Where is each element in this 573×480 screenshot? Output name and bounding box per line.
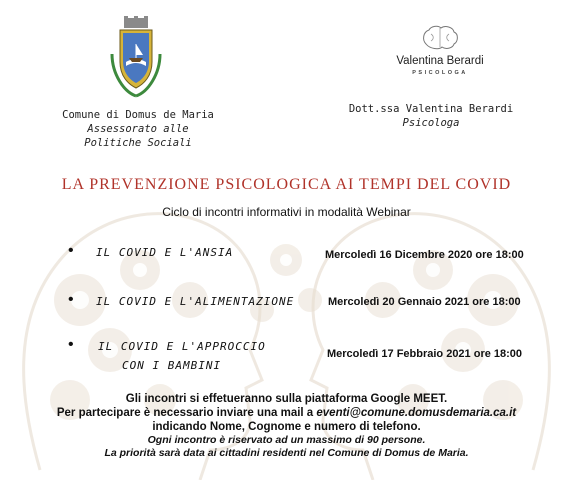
- psychologist-name: Dott.ssa Valentina Berardi: [348, 103, 514, 115]
- psychologist-credit: [336, 102, 526, 130]
- comune-name: Comune di Domus de Maria: [62, 109, 214, 121]
- registration-details: indicando Nome, Cognome e numero di telefono.: [152, 421, 421, 433]
- page-subtitle: Ciclo di incontri informativi in modalità Webinar: [162, 205, 411, 219]
- logo-name: Valentina Berardi: [396, 55, 484, 67]
- logo-subtitle: PSICOLOGA: [412, 70, 468, 76]
- platform-note: Gli incontri si effetueranno sulla piattaforma Google MEET.: [125, 393, 448, 405]
- registration-prefix: Per partecipare è necessario inviare una mail a: [56, 407, 317, 419]
- registration-email-link[interactable]: eventi@comune.domusdemaria.ca.it: [316, 407, 517, 419]
- event-topic: IL COVID E L'APPROCCIO: [98, 340, 266, 353]
- event-bullet: •: [68, 291, 74, 308]
- registration-note: [0, 406, 573, 420]
- psychologist-role: Psicologa: [402, 117, 460, 129]
- psychologist-logo: [386, 24, 494, 84]
- politiche-sociali-label: Politiche Sociali: [84, 137, 192, 149]
- event-bullet: •: [68, 336, 74, 353]
- event-bullet: •: [68, 242, 74, 259]
- event-topic: IL COVID E L'ANSIA: [96, 246, 234, 259]
- capacity-note: Ogni incontro è riservato ad un massimo di 90 persone.: [147, 434, 426, 446]
- event-topic-continued: CON I BAMBINI: [122, 359, 222, 372]
- event-topic: IL COVID E L'ALIMENTAZIONE: [96, 295, 295, 308]
- assessorato-label: Assessorato alle: [87, 123, 189, 135]
- event-date: Mercoledì 16 Dicembre 2020 ore 18:00: [325, 249, 524, 261]
- event-date: Mercoledì 17 Febbraio 2021 ore 18:00: [327, 348, 523, 360]
- priority-note: La priorità sarà data ai cittadini residenti nel Comune di Domus de Maria.: [104, 447, 469, 459]
- event-date: Mercoledì 20 Gennaio 2021 ore 18:00: [328, 296, 521, 308]
- coat-of-arms-icon: [106, 14, 166, 100]
- brain-icon: [420, 24, 460, 54]
- comune-credit: [40, 108, 236, 150]
- page-title: LA PREVENZIONE PSICOLOGICA AI TEMPI DEL COVID: [61, 176, 512, 193]
- footer-info: [0, 392, 573, 460]
